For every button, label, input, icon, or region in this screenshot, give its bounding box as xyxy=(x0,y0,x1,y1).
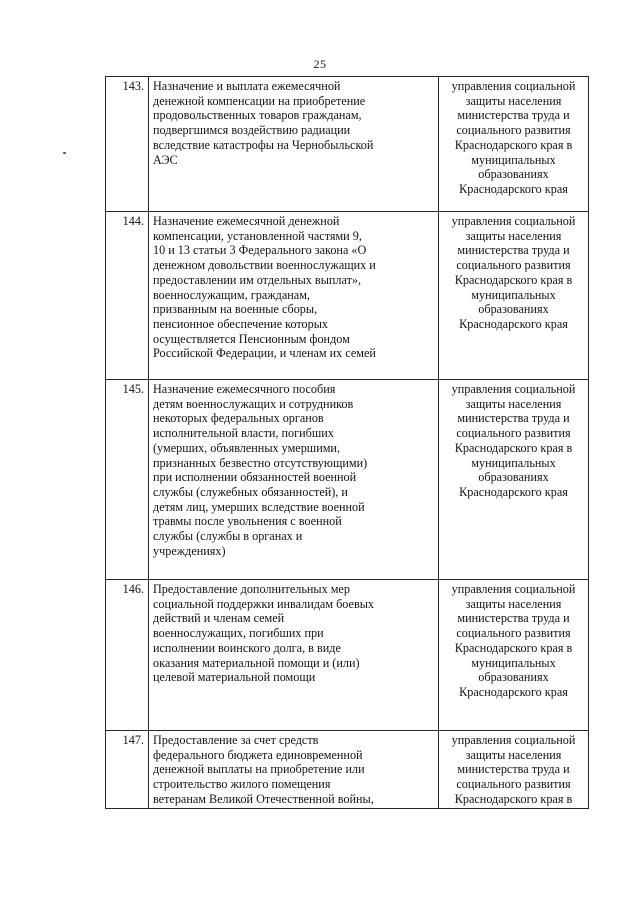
service-name-line: осуществляется Пенсионным фондом xyxy=(153,331,350,346)
agency-line: образованиях xyxy=(478,302,549,317)
agency-line: управления социальной xyxy=(451,382,576,396)
service-name-line: строительство жилого помещения xyxy=(153,777,331,792)
service-name-line: детям лиц, умерших вследствие военной xyxy=(153,499,365,514)
agency-line: защиты населения xyxy=(465,228,562,243)
service-name-line: продовольственных товаров гражданам, xyxy=(153,108,362,123)
service-name-line: признанных безвестно отсутствующими) xyxy=(153,455,368,470)
table-row xyxy=(106,580,589,731)
service-name-line: при исполнении обязанностей военной xyxy=(153,470,357,485)
agency-line: Краснодарского края xyxy=(459,316,568,331)
service-name-line: подвергшимся воздействию радиации xyxy=(153,123,351,138)
agency-line: Краснодарского края xyxy=(459,484,568,499)
row-number: 143. xyxy=(106,77,149,212)
service-name-cell xyxy=(149,380,439,580)
services-table xyxy=(105,76,589,809)
service-name-line: некоторых федеральных органов xyxy=(153,411,324,426)
service-name-line: учреждениях) xyxy=(153,543,226,558)
service-name-line: Предоставление за счет средств xyxy=(153,733,319,747)
agency-line: защиты населения xyxy=(465,396,562,411)
row-number: 144. xyxy=(106,212,149,380)
agency-line: социального развития xyxy=(456,777,571,792)
service-name-line: АЭС xyxy=(153,152,178,167)
service-name-line: ветеранам Великой Отечественной войны, xyxy=(153,791,374,806)
service-name-line: (умерших, объявленных умершими, xyxy=(153,440,340,455)
agency-line: социального развития xyxy=(456,626,571,641)
service-name-line: пенсионное обеспечение которых xyxy=(153,316,329,331)
service-name-line: предоставлении им отдельных выплат», xyxy=(153,272,362,287)
agency-line: защиты населения xyxy=(465,596,562,611)
service-name-line: призванным на военные сборы, xyxy=(153,302,318,317)
agency-line: муниципальных xyxy=(471,655,556,670)
service-name-line: травмы после увольнения с военной xyxy=(153,514,342,529)
agency-line: министерства труда и xyxy=(457,108,570,123)
service-name-line: денежном довольствии военнослужащих и xyxy=(153,258,376,273)
agency-line: министерства труда и xyxy=(457,611,570,626)
service-name-line: Назначение ежемесячного пособия xyxy=(153,382,336,396)
agency-line: муниципальных xyxy=(471,287,556,302)
agency-line: защиты населения xyxy=(465,93,562,108)
service-name-cell xyxy=(149,212,439,380)
agency-line: министерства труда и xyxy=(457,762,570,777)
service-name-cell xyxy=(149,731,439,809)
agency-line: образованиях xyxy=(478,470,549,485)
agency-line: управления социальной xyxy=(451,214,576,228)
agency-line: муниципальных xyxy=(471,455,556,470)
service-name-line: Назначение и выплата ежемесячной xyxy=(153,79,341,93)
agency-cell xyxy=(439,731,589,809)
service-name-cell xyxy=(149,77,439,212)
service-name-line: оказания материальной помощи и (или) xyxy=(153,655,360,670)
page-number: 25 xyxy=(313,57,327,71)
service-name-line: Российской Федерации, и членам их семей xyxy=(153,346,376,361)
service-name-line: службы (службы в органах и xyxy=(153,529,303,544)
agency-line: министерства труда и xyxy=(457,243,570,258)
scan-speck xyxy=(63,152,66,154)
agency-line: образованиях xyxy=(478,670,549,685)
table-row xyxy=(106,77,589,212)
service-name-line: военнослужащих, погибших при xyxy=(153,626,324,641)
service-name-line: исполнении воинского долга, в виде xyxy=(153,640,341,655)
row-number: 146. xyxy=(106,580,149,731)
service-name-line: исполнительной власти, погибших xyxy=(153,426,334,441)
agency-line: Краснодарского края в xyxy=(454,791,573,806)
agency-line: образованиях xyxy=(478,167,549,182)
service-name-line: военнослужащим, гражданам, xyxy=(153,287,310,302)
service-name-line: федерального бюджета единовременной xyxy=(153,747,363,762)
table-row xyxy=(106,731,589,809)
agency-cell xyxy=(439,212,589,380)
agency-line: министерства труда и xyxy=(457,411,570,426)
service-name-line: денежной выплаты на приобретение или xyxy=(153,762,365,777)
row-number: 147. xyxy=(106,731,149,809)
agency-line: Краснодарского края в xyxy=(454,440,573,455)
services-table-body xyxy=(106,77,589,809)
agency-line: Краснодарского края xyxy=(459,684,568,699)
service-name-cell xyxy=(149,580,439,731)
service-name-line: вследствие катастрофы на Чернобыльской xyxy=(153,137,374,152)
agency-line: социального развития xyxy=(456,426,571,441)
row-number: 145. xyxy=(106,380,149,580)
agency-line: управления социальной xyxy=(451,733,576,747)
service-name-line: социальной поддержки инвалидам боевых xyxy=(153,596,374,611)
service-name-line: 10 и 13 статьи 3 Федерального закона «О xyxy=(153,243,367,258)
service-name-line: компенсации, установленной частями 9, xyxy=(153,228,362,243)
agency-line: Краснодарского края в xyxy=(454,272,573,287)
service-name-line: действий и членам семей xyxy=(153,611,285,626)
agency-line: Краснодарского края в xyxy=(454,640,573,655)
agency-cell xyxy=(439,380,589,580)
agency-line: защиты населения xyxy=(465,747,562,762)
agency-line: муниципальных xyxy=(471,152,556,167)
agency-line: Краснодарского края в xyxy=(454,137,573,152)
agency-cell xyxy=(439,77,589,212)
service-name-line: денежной компенсации на приобретение xyxy=(153,93,366,108)
service-name-line: Предоставление дополнительных мер xyxy=(153,582,350,596)
service-name-line: целевой материальной помощи xyxy=(153,670,316,685)
agency-line: управления социальной xyxy=(451,79,576,93)
table-row xyxy=(106,212,589,380)
service-name-line: службы (служебных обязанностей), и xyxy=(153,484,348,499)
agency-cell xyxy=(439,580,589,731)
agency-line: управления социальной xyxy=(451,582,576,596)
service-name-line: Назначение ежемесячной денежной xyxy=(153,214,340,228)
agency-line: социального развития xyxy=(456,123,571,138)
agency-line: социального развития xyxy=(456,258,571,273)
table-row xyxy=(106,380,589,580)
service-name-line: детям военнослужащих и сотрудников xyxy=(153,396,354,411)
agency-line: Краснодарского края xyxy=(459,181,568,196)
